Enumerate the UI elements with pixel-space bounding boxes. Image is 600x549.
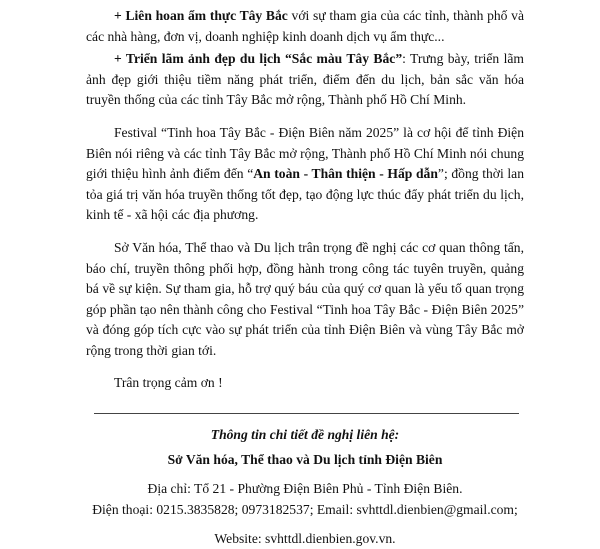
contact-website: Website: svhttdl.dienbien.gov.vn.	[214, 531, 396, 547]
food-festival-text: với sự tham gia của các tỉnh, thành phố và các nhà hàng, đơn vị, doanh nghiệp kinh doanh dịch vụ ẩm thực...	[86, 8, 524, 44]
paragraph-photo-exhibition	[86, 49, 524, 111]
paragraph-request: Sở Văn hóa, Thể thao và Du lịch trân trọng đề nghị các cơ quan thông tấn, báo chí, truyền thông phối hợp, đồng hành trong công tác tuyên truyền, quảng bá về sự kiện. Sự tham gia, hỗ trợ quý báu của quý cơ quan là yếu tố quan trọng góp phần tạo nên thành công cho Festival “Tinh hoa Tây Bắc - Điện Biên 2025” và đóng góp tích cực vào sự phát triển của tỉnh Điện Biên và vùng Tây Bắc mở rộng trong thời gian tới.	[86, 239, 524, 358]
contact-title: Thông tin chi tiết đề nghị liên hệ:	[210, 427, 400, 443]
paragraph-thanks: Trân trọng cảm ơn !	[114, 374, 223, 390]
festival-slogan: An toàn - Thân thiện - Hấp dẫn	[253, 166, 438, 182]
paragraph-food-festival	[86, 0, 524, 47]
section-divider	[94, 413, 519, 414]
paragraph-festival	[86, 123, 524, 226]
contact-address: Địa chỉ: Tổ 21 - Phường Điện Biên Phủ - Tỉnh Điện Biên.	[147, 481, 463, 497]
contact-organization: Sở Văn hóa, Thể thao và Du lịch tỉnh Điện Biên	[167, 452, 443, 468]
contact-phone-email: Điện thoại: 0215.3835828; 0973182537; Email: svhttdl.dienbien@gmail.com;	[92, 502, 518, 518]
photo-exhibition-heading: + Triển lãm ảnh đẹp du lịch “Sắc màu Tây Bắc”	[114, 51, 403, 67]
festival-text-before: Festival “Tinh hoa Tây Bắc - Điện Biên năm 2025” là cơ hội để tỉnh Điện Biên nói riêng và các tỉnh Tây Bắc mở rộng, Thành phố Hồ Chí Minh nói chung giới thiệu hình ảnh điểm đến “	[86, 124, 524, 182]
festival-text-after: ”; đồng thời lan tỏa giá trị văn hóa truyền thống tốt đẹp, tạo động lực thúc đẩy phát triển du lịch, kinh tế - xã hội các địa phương.	[86, 166, 525, 223]
food-festival-heading: + Liên hoan ẩm thực Tây Bắc	[114, 8, 288, 23]
photo-exhibition-text: : Trưng bày, triển lãm ảnh đẹp giới thiệu tiềm năng phát triển, điểm đến du lịch, bản sắc văn hóa truyền thống của các tỉnh Tây Bắc mở rộng, Thành phố Hồ Chí Minh.	[86, 51, 524, 108]
